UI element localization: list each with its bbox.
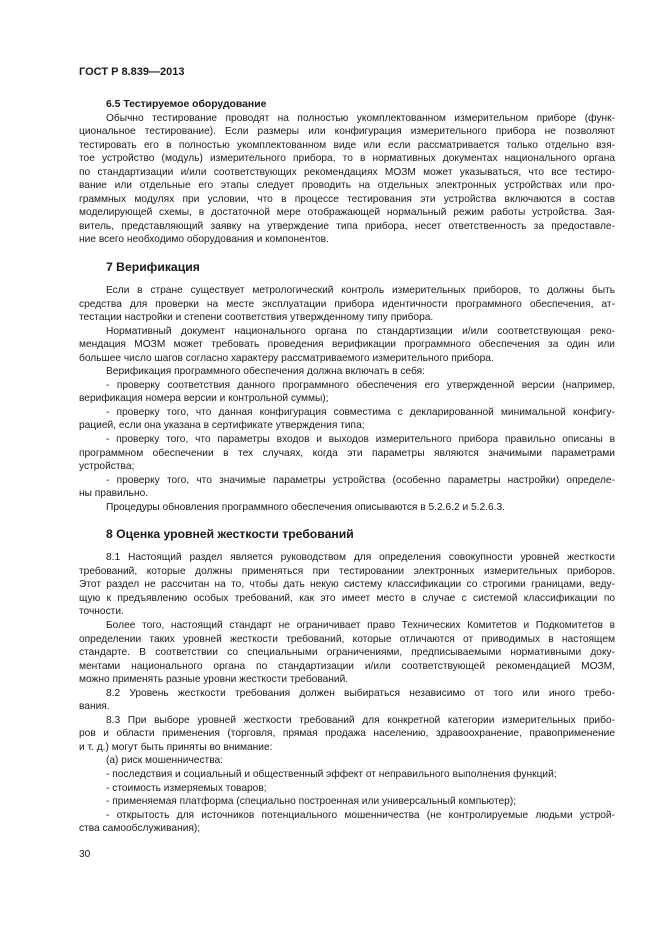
text-line: точности. — [79, 606, 124, 618]
paragraph — [79, 365, 615, 379]
text-line: - проверку того, что значимые параметры устройства (особенно параметры настройки) определе- — [106, 474, 615, 486]
text-line: Процедуры обновления программного обеспечения описываются в 5.2.6.2 и 5.2.6.3. — [106, 501, 506, 513]
text-line: вание или отдельные его этапы следует проводить на отдельных электронных устройствах или про- — [79, 180, 615, 192]
paragraph — [79, 284, 615, 325]
document-page — [79, 66, 615, 836]
text-line: циональное тестирование). Если размеры или конфигурация измерительного прибора не позволяют — [79, 126, 615, 138]
paragraph — [79, 768, 615, 782]
paragraph — [79, 433, 615, 474]
text-line: мендация МОЗМ может требовать проведения верификации программного обеспечения за один или — [79, 339, 615, 351]
text-line: ние всего необходимо оборудования и компонентов. — [79, 234, 329, 246]
paragraph — [79, 687, 615, 714]
text-line: тое устройство (модуль) измерительного прибора, то в нормативных документах национального органа — [79, 153, 615, 165]
text-line: средства для проверки на месте эксплуатации прибора идентичности программного обеспечения, ат- — [79, 298, 615, 310]
text-line: - открытость для источников потенциального мошенничества (не контролируемые людьми устрой- — [106, 809, 615, 821]
document-body — [79, 98, 615, 836]
text-line: моделирующей схемы, в достаточной мере отображающей нормальный режим работы устройства. Зая- — [79, 207, 615, 219]
text-line: - применяемая платформа (специально построенная или универсальный компьютер); — [106, 796, 517, 808]
text-line: Нормативный документ национального органа по стандартизации и/или соответствующая реко- — [106, 325, 615, 337]
text-line: Обычно тестирование проводят на полностью укомплектованном измерительном приборе (функ- — [106, 112, 615, 124]
text-line: граммных модулях при условии, что в процессе тестирования эти устройства включаются в состав — [79, 193, 615, 205]
text-line: ны правильно. — [79, 488, 149, 500]
text-line: верификация номера версии и контрольной суммы); — [79, 393, 329, 405]
paragraph — [79, 112, 615, 247]
text-line: тестировать его в полностью укомплектованном виде или если рассматривается только отдельно взя- — [79, 139, 615, 151]
text-line: - стоимость измеряемых товаров; — [106, 782, 267, 794]
text-line: - проверку соответствия данного программного обеспечения его утвержденной версии (например, — [106, 379, 615, 391]
paragraph — [79, 714, 615, 755]
paragraph — [79, 501, 615, 515]
text-line: Верификация программного обеспечения должна включать в себя: — [106, 366, 425, 378]
text-line: - проверку того, что данная конфигурация совместима с декларированной минимальной конфигу- — [106, 406, 615, 418]
text-line: большее число шагов согласно характеру рассматриваемого измерительного прибора. — [79, 352, 494, 364]
text-line: программном обеспечении в тех случаях, когда эти параметры являются значимыми параметрами — [79, 447, 615, 459]
text-line: требований, которые должны применяться при тестировании электронных измерительных приборов. — [79, 565, 615, 577]
paragraph — [79, 754, 615, 768]
text-line: определении таких уровней жесткости требований, которые отличаются от приводимых в настоящем — [79, 633, 615, 645]
text-line: тестации настройки и степени соответствия утвержденному типу прибора. — [79, 312, 434, 324]
text-line: Этот раздел не рассчитан на то, чтобы дать некую систему классификации со строгими границами, веду- — [79, 579, 615, 591]
document-header: ГОСТ Р 8.839—2013 — [79, 66, 185, 78]
paragraph — [79, 379, 615, 406]
paragraph — [79, 551, 615, 619]
text-line: (а) риск мошенничества: — [106, 755, 223, 767]
text-line: по стандартизации и/или соответствующих рекомендациях МОЗМ может указываться, что все тестиро- — [79, 166, 615, 178]
text-line: рацией, если она указана в сертификате утверждения типа; — [79, 420, 365, 432]
section-heading: 7 Верификация — [106, 259, 200, 274]
text-line: ров и области применения (торговля, прямая продажа населению, здравоохранение, правоприменение — [79, 728, 615, 740]
text-line: Более того, настоящий стандарт не ограничивает право Технических Комитетов и Подкомитетов в — [106, 620, 615, 631]
text-line: стандарте. В соответствии со специальными ограничениями, предписываемыми нормативными доку- — [79, 647, 615, 659]
section-heading: 8 Оценка уровней жесткости требований — [106, 527, 354, 542]
text-line: Если в стране существует метрологический контроль измерительных приборов, то должны быть — [106, 284, 615, 296]
text-line: щую к предъявлению особых требований, как это имеет место в случае с системой классификации по — [79, 592, 615, 604]
text-line: ства самообслуживания); — [79, 823, 201, 835]
paragraph — [79, 795, 615, 809]
text-line: ментами национального органа по стандартизации и/или соответствующей рекомендацией МОЗМ, — [79, 660, 615, 672]
text-line: и т. д.) могут быть приняты во внимание: — [79, 741, 273, 753]
paragraph — [79, 619, 615, 687]
paragraph — [79, 782, 615, 796]
paragraph — [79, 325, 615, 366]
text-line: - последствия и социальный и общественный эффект от неправильного выполнения функций; — [106, 769, 557, 781]
text-line: - проверку того, что параметры входов и выходов измерительного прибора правильно описаны в — [106, 433, 615, 445]
text-line: вания. — [79, 701, 110, 713]
text-line: устройства; — [79, 461, 135, 473]
paragraph — [79, 406, 615, 433]
text-line: 8.3 При выборе уровней жесткости требований для конкретной категории измерительных прибо- — [106, 714, 615, 726]
paragraph — [79, 474, 615, 501]
text-line: витель, представляющий заявку на утверждение типа прибора, несет ответственность за предоставле- — [79, 220, 615, 232]
text-line: 8.1 Настоящий раздел является руководством для определения совокупности уровней жесткости — [106, 552, 615, 564]
text-line: 8.2 Уровень жесткости требования должен выбираться независимо от того или иного требо- — [106, 687, 615, 699]
paragraph — [79, 809, 615, 836]
page-number: 30 — [79, 849, 91, 860]
text-line: можно применять разные уровни жесткости требований. — [79, 674, 349, 686]
subsection-heading: 6.5 Тестируемое оборудование — [106, 99, 267, 110]
